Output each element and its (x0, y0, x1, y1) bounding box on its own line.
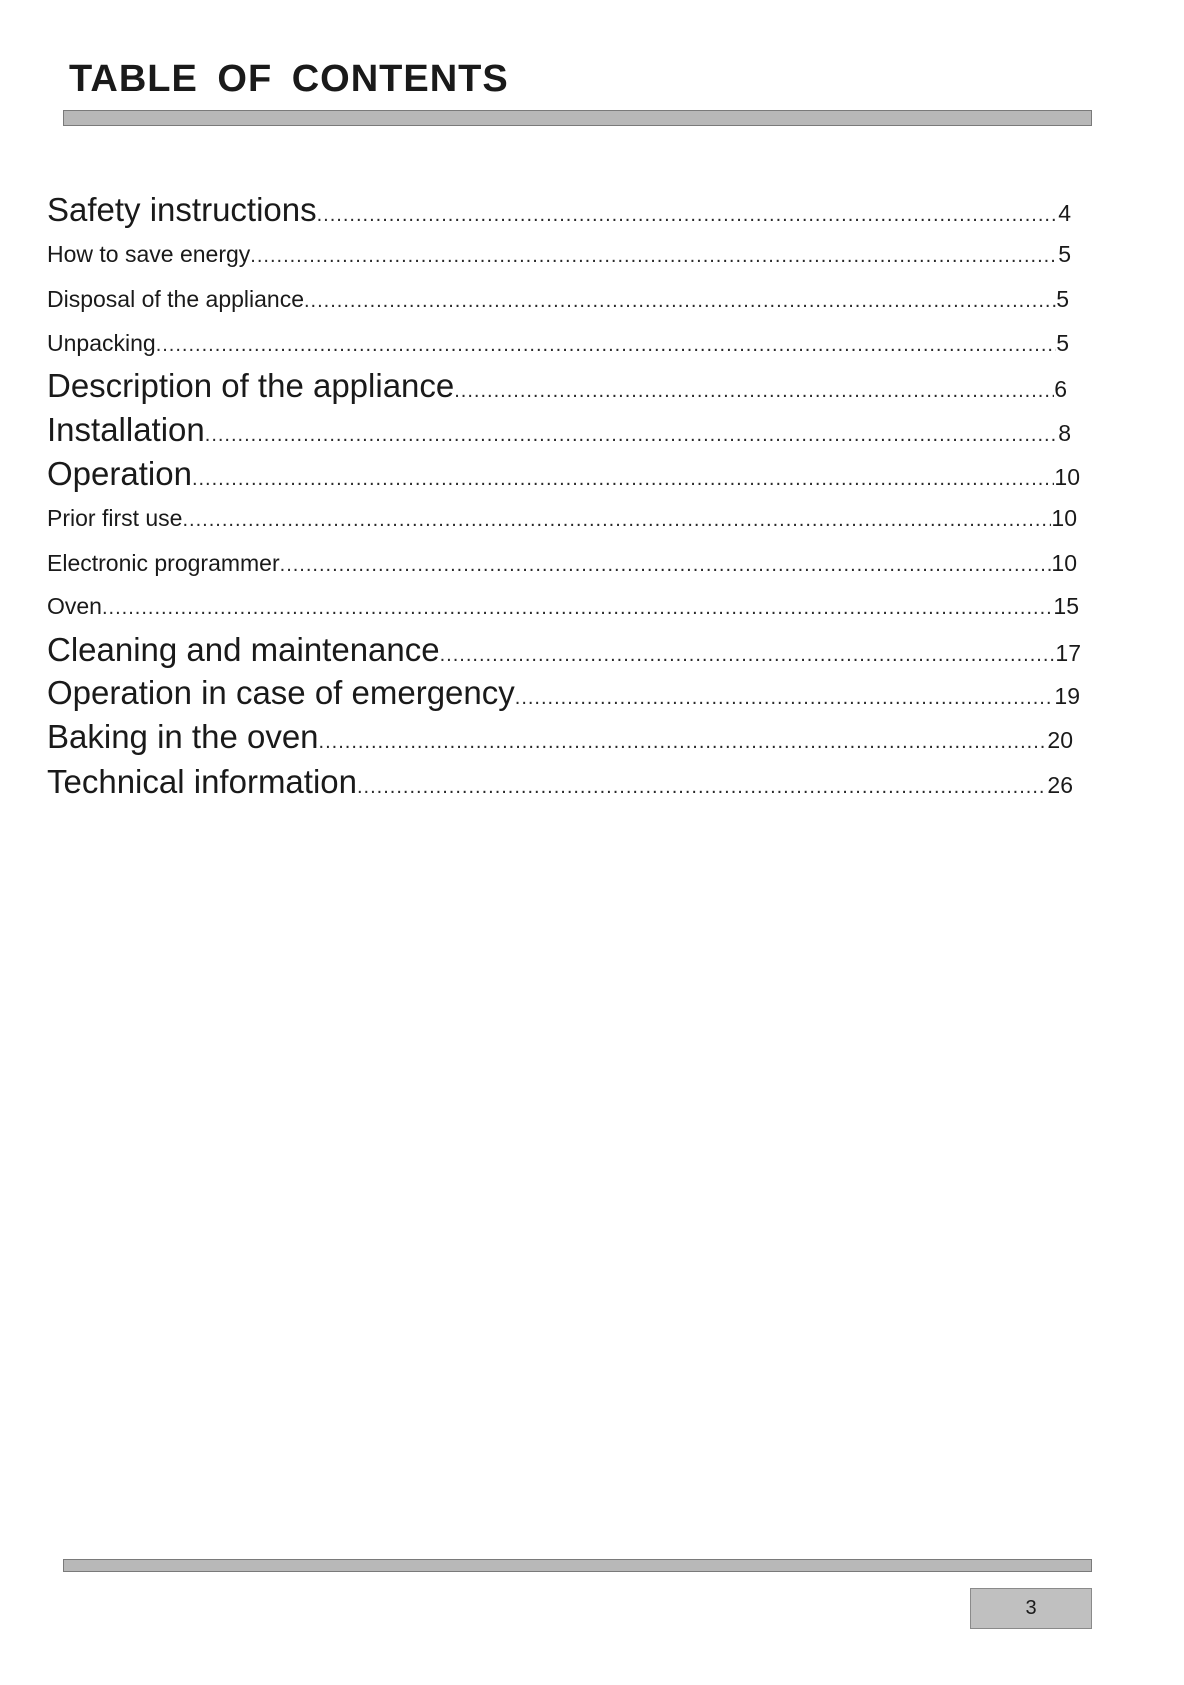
toc-leader-dots (192, 468, 1054, 491)
toc-entry-page: 19 (1054, 683, 1080, 709)
toc-entry-label: Technical information (47, 763, 357, 800)
toc-leader-dots (182, 509, 1051, 532)
toc-entry-prior-first-use[interactable] (47, 505, 1077, 532)
toc-leader-dots (515, 687, 1055, 710)
toc-entry-baking-in-the-oven[interactable] (47, 718, 1073, 756)
toc-entry-page: 5 (1056, 286, 1069, 312)
toc-entry-label: Disposal of the appliance (47, 286, 304, 312)
toc-entry-label: Description of the appliance (47, 367, 455, 404)
toc-leader-dots (440, 644, 1056, 667)
toc-entry-safety-instructions[interactable] (47, 191, 1071, 229)
toc-entry-label: How to save energy (47, 241, 251, 267)
toc-entry-page: 8 (1058, 420, 1071, 446)
toc-leader-dots (454, 380, 1054, 403)
toc-entry-technical-information[interactable] (47, 763, 1073, 801)
toc-entry-electronic-programmer[interactable] (47, 550, 1077, 577)
page-title: TABLE OF CONTENTS (69, 58, 509, 100)
toc-entry-page: 4 (1058, 200, 1071, 226)
toc-entry-page: 6 (1054, 376, 1067, 402)
toc-entry-page: 15 (1053, 593, 1079, 619)
toc-leader-dots (304, 290, 1056, 313)
toc-leader-dots (317, 204, 1059, 227)
toc-entry-oven[interactable] (47, 593, 1079, 620)
toc-entry-page: 10 (1051, 550, 1077, 576)
toc-entry-page: 5 (1058, 241, 1071, 267)
toc-entry-how-to-save-energy[interactable] (47, 241, 1071, 268)
toc-entry-label: Baking in the oven (47, 718, 319, 755)
toc-entry-label: Safety instructions (47, 191, 317, 228)
toc-entry-operation-in-case-of-emergency[interactable] (47, 674, 1080, 712)
toc-entry-label: Operation (47, 455, 192, 492)
toc-entry-cleaning-and-maintenance[interactable] (47, 631, 1081, 669)
toc-entry-page: 17 (1055, 640, 1081, 666)
toc-entry-label: Electronic programmer (47, 550, 280, 576)
toc-entry-disposal-of-the-appliance[interactable] (47, 286, 1069, 313)
footer-rule (63, 1559, 1092, 1572)
toc-entry-label: Prior first use (47, 505, 183, 531)
toc-entry-label: Installation (47, 411, 205, 448)
toc-entry-label: Operation in case of emergency (47, 674, 515, 711)
toc-entry-installation[interactable] (47, 411, 1071, 449)
toc-entry-unpacking[interactable] (47, 330, 1069, 357)
toc-entry-label: Cleaning and maintenance (47, 631, 440, 668)
toc-leader-dots (357, 776, 1047, 799)
toc-entry-page: 5 (1056, 330, 1069, 356)
toc-entry-page: 20 (1047, 727, 1073, 753)
page-number: 3 (970, 1588, 1092, 1629)
toc-leader-dots (250, 245, 1058, 268)
toc-entry-description-of-the-appliance[interactable] (47, 367, 1067, 405)
toc-entry-label: Oven (47, 593, 102, 619)
toc-entry-label: Unpacking (47, 330, 156, 356)
toc-entry-page: 10 (1054, 464, 1080, 490)
toc-leader-dots (156, 334, 1057, 357)
toc-entry-operation[interactable] (47, 455, 1080, 493)
toc-leader-dots (102, 597, 1053, 620)
header-rule (63, 110, 1092, 126)
toc-leader-dots (319, 731, 1048, 754)
toc-leader-dots (280, 554, 1052, 577)
toc-entry-page: 26 (1047, 772, 1073, 798)
toc-leader-dots (205, 424, 1058, 447)
toc-entry-page: 10 (1051, 505, 1077, 531)
